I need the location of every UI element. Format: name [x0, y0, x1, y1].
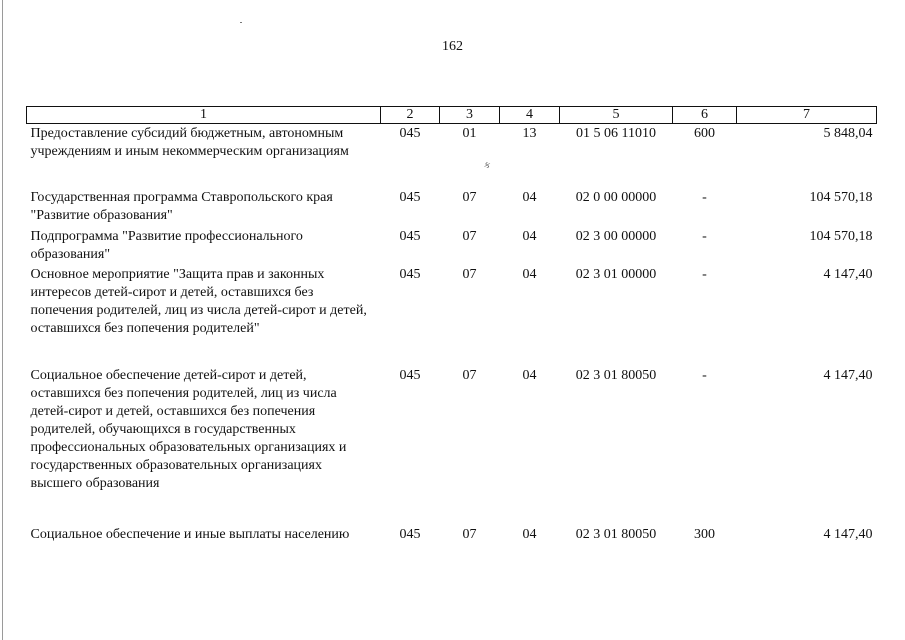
- row-name: Государственная программа Ставропольского края "Развитие образования": [30, 189, 333, 223]
- scan-mark: ક: [484, 160, 491, 170]
- row-target-article: 01 5 06 11010: [576, 126, 656, 141]
- row-ministry-code: 045: [399, 367, 421, 383]
- column-header-4: 4: [500, 107, 560, 124]
- row-amount: 104 570,18: [809, 228, 873, 244]
- row-subsection-code: 13: [522, 126, 537, 141]
- row-amount: 5 848,04: [823, 126, 873, 141]
- column-header-6: 6: [673, 107, 737, 124]
- column-header-7: 7: [737, 107, 877, 124]
- row-section-code: 07: [462, 189, 477, 205]
- row-name: Социальное обеспечение и иные выплаты населению: [30, 526, 350, 542]
- row-ministry-code: 045: [399, 526, 421, 542]
- row-ministry-code: 045: [399, 126, 421, 141]
- column-header-1: 1: [27, 107, 381, 124]
- row-amount: 4 147,40: [823, 526, 873, 542]
- row-target-article: 02 0 00 00000: [575, 189, 657, 205]
- row-amount: 104 570,18: [809, 189, 873, 205]
- row-target-article: 02 3 00 00000: [575, 228, 657, 244]
- row-name: Социальное обеспечение детей-сирот и детей, оставшихся без попечения родителей, лиц из числа детей-сирот и детей, оставшихся без попечения родителей, обучающихся в государственных профессиональных образовательных организациях и государственных образовательных организациях высшего образования: [30, 367, 347, 491]
- table-row: [27, 124, 877, 188]
- row-expense-type: -: [702, 367, 707, 383]
- row-ministry-code: 045: [399, 266, 421, 282]
- row-amount: 4 147,40: [823, 367, 873, 383]
- row-subsection-code: 04: [522, 526, 537, 542]
- table-row: [27, 265, 877, 366]
- row-ministry-code: 045: [399, 189, 421, 205]
- row-section-code: 07: [462, 228, 477, 244]
- budget-table: [26, 106, 877, 547]
- column-header-5: 5: [560, 107, 673, 124]
- table-row: [27, 525, 877, 547]
- row-section-code: 01: [462, 126, 477, 141]
- row-section-code: 07: [462, 367, 477, 383]
- row-subsection-code: 04: [522, 266, 537, 282]
- row-target-article: 02 3 01 80050: [575, 526, 657, 542]
- row-subsection-code: 04: [522, 189, 537, 205]
- column-header-3: 3: [440, 107, 500, 124]
- row-name: Основное мероприятие "Защита прав и законных интересов детей-сирот и детей, оставшихся без попечения родителей, лиц из числа детей-сирот и детей, оставшихся без попечения родителей": [30, 266, 367, 336]
- table-row: [27, 366, 877, 525]
- row-subsection-code: 04: [522, 228, 537, 244]
- row-target-article: 02 3 01 00000: [575, 266, 657, 282]
- scan-speck: [240, 22, 242, 23]
- row-section-code: 07: [462, 526, 477, 542]
- row-expense-type: -: [702, 189, 707, 205]
- row-amount: 4 147,40: [823, 266, 873, 282]
- table-row: [27, 227, 877, 265]
- row-expense-type: -: [702, 228, 707, 244]
- row-target-article: 02 3 01 80050: [575, 367, 657, 383]
- row-subsection-code: 04: [522, 367, 537, 383]
- row-expense-type: 300: [694, 526, 715, 542]
- row-expense-type: 600: [694, 126, 715, 141]
- row-name: Подпрограмма "Развитие профессионального образования": [30, 228, 303, 262]
- scan-left-edge: [2, 0, 3, 640]
- table-row: [27, 188, 877, 227]
- row-name: Предоставление субсидий бюджетным, автономным учреждениям и иным некоммерческим организациям: [30, 126, 349, 159]
- column-header-2: 2: [381, 107, 440, 124]
- table-header-row: [27, 107, 877, 124]
- row-expense-type: -: [702, 266, 707, 282]
- page-number: 162: [442, 39, 463, 54]
- row-ministry-code: 045: [399, 228, 421, 244]
- row-section-code: 07: [462, 266, 477, 282]
